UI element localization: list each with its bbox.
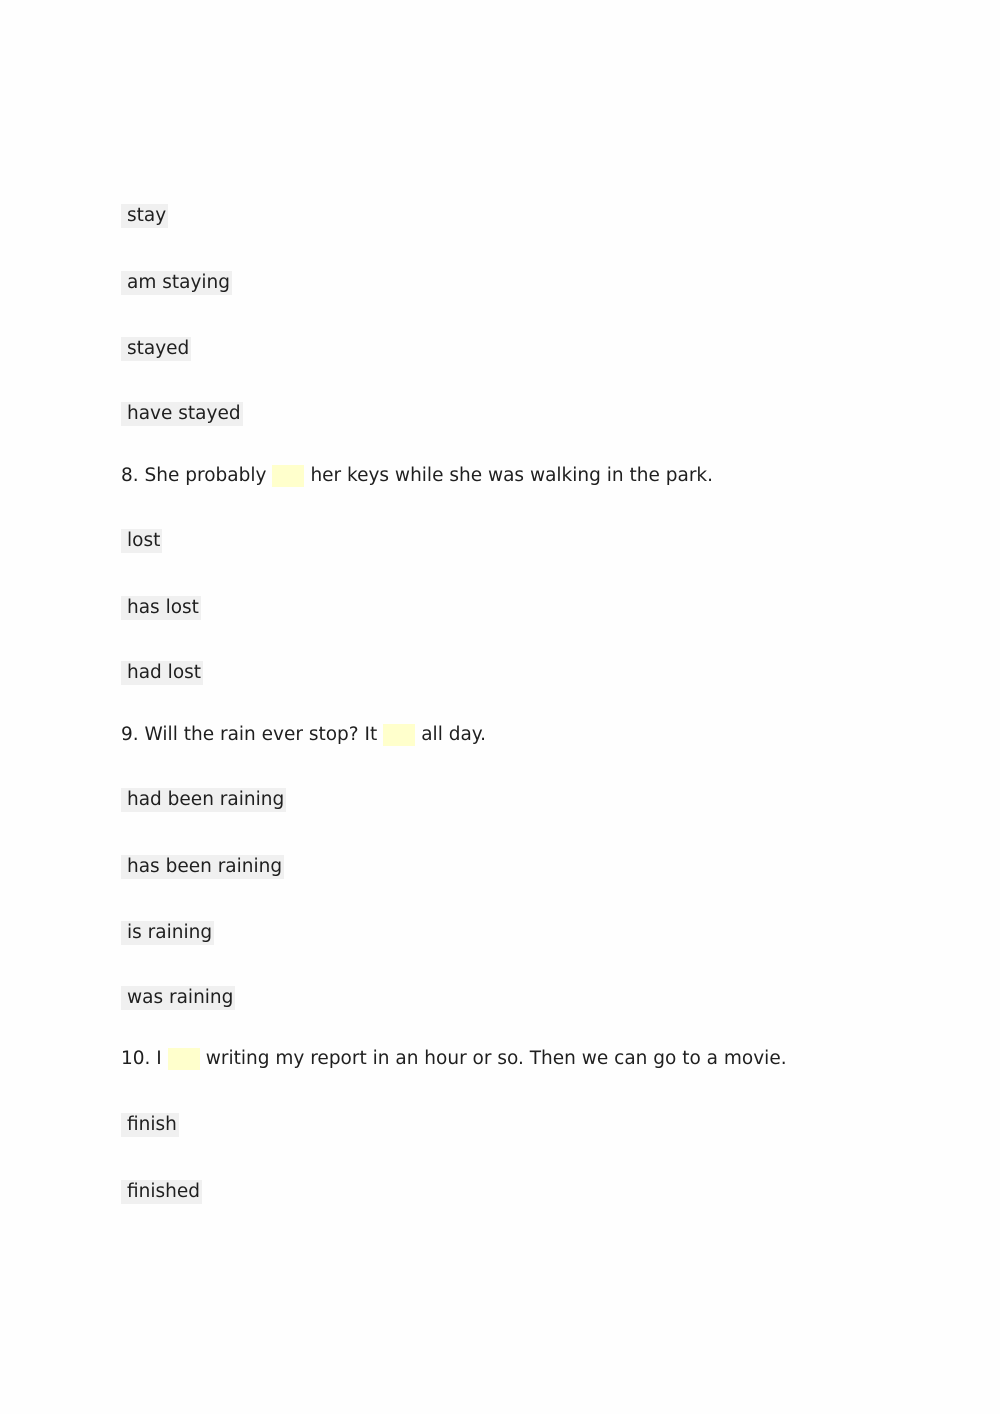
q10-text-after: writing my report in an hour or so. Then we can go to a movie. (205, 1048, 787, 1069)
q9-option-has-been-raining[interactable]: has been raining (121, 855, 284, 879)
q7-option-1-row (121, 204, 168, 228)
q8-option-2-row (121, 596, 201, 620)
q8-option-1-row (121, 529, 162, 553)
q9-option-1-row (121, 788, 286, 812)
q10-option-1-row (121, 1113, 179, 1137)
q8-text-after: her keys while she was walking in the park. (310, 465, 714, 486)
question-10 (121, 1047, 787, 1071)
question-9 (121, 723, 486, 747)
q10-answer-blank[interactable] (168, 1048, 200, 1070)
q7-option-stayed[interactable]: stayed (121, 337, 191, 361)
q8-answer-blank[interactable] (272, 465, 304, 487)
q9-option-4-row (121, 986, 235, 1010)
q8-option-had-lost[interactable]: had lost (121, 661, 203, 685)
question-8 (121, 464, 713, 488)
q10-option-finish[interactable]: finish (121, 1113, 179, 1137)
q9-option-is-raining[interactable]: is raining (121, 921, 214, 945)
q10-text-before: 10. I (121, 1048, 162, 1069)
q7-option-4-row (121, 402, 243, 426)
q8-option-lost[interactable]: lost (121, 529, 162, 553)
q7-option-have-stayed[interactable]: have stayed (121, 402, 243, 426)
q8-text-before: 8. She probably (121, 465, 267, 486)
q9-answer-blank[interactable] (383, 724, 415, 746)
q10-option-finished[interactable]: finished (121, 1180, 202, 1204)
q9-option-2-row (121, 855, 284, 879)
q9-option-3-row (121, 921, 214, 945)
q8-option-has-lost[interactable]: has lost (121, 596, 201, 620)
q10-option-2-row (121, 1180, 202, 1204)
q7-option-stay[interactable]: stay (121, 204, 168, 228)
q7-option-am-staying[interactable]: am staying (121, 271, 232, 295)
q9-text-before: 9. Will the rain ever stop? It (121, 724, 378, 745)
q7-option-3-row (121, 337, 191, 361)
q7-option-2-row (121, 271, 232, 295)
q9-option-had-been-raining[interactable]: had been raining (121, 788, 286, 812)
q8-option-3-row (121, 661, 203, 685)
q9-text-after: all day. (421, 724, 486, 745)
q9-option-was-raining[interactable]: was raining (121, 986, 235, 1010)
